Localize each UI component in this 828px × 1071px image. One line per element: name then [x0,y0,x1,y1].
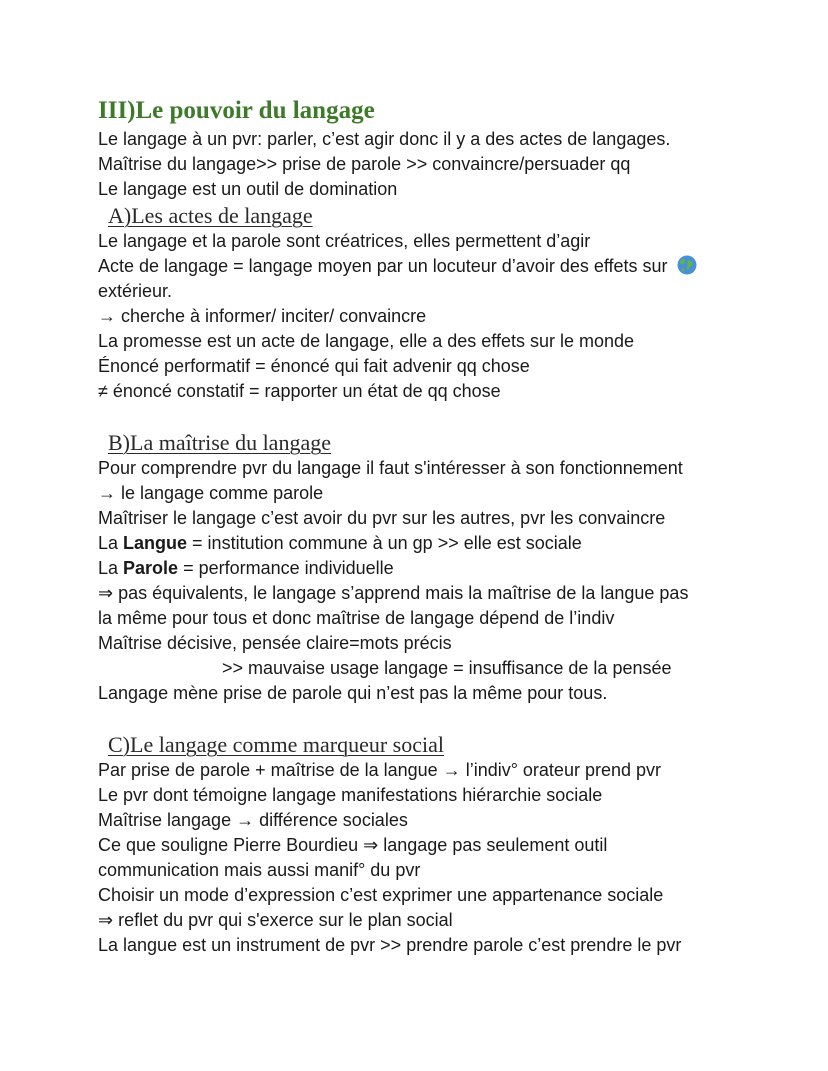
section-c-line-5: communication mais aussi manif° du pvr [98,860,421,880]
section-a-line-4: → cherche à informer/ inciter/ convaincre [98,306,427,326]
section-c-line-2: Le pvr dont témoigne langage manifestations hiérarchie sociale [98,785,603,805]
section-a-line-7: ≠ énoncé constatif = rapporter un état de qq chose [98,381,501,401]
section-b-line-2: → le langage comme parole [98,483,324,503]
section-a-line-3: extérieur. [98,281,173,301]
section-b-line-9: >> mauvaise usage langage = insuffisance de la pensée [222,658,672,678]
spacer [98,706,798,731]
section-b-line-1: Pour comprendre pvr du langage il faut s'intéresser à son fonctionnement [98,458,683,478]
page-title: III)Le pouvoir du langage [98,97,375,124]
section-a-line-5: La promesse est un acte de langage, elle a des effets sur le monde [98,331,635,351]
section-b-line-6: ⇒ pas équivalents, le langage s’apprend mais la maîtrise de la langue pas [98,583,689,603]
section-c-line-7: ⇒ reflet du pvr qui s'exerce sur le plan social [98,910,453,930]
document-page [98,94,798,958]
intro-line-1: Le langage à un pvr: parler, c’est agir donc il y a des actes de langages. [98,129,671,149]
section-b-parole-line [98,556,798,581]
parole-term: Parole [123,558,179,578]
section-c-line-3: Maîtrise langage → différence sociales [98,810,408,830]
langue-term: Langue [123,533,188,553]
section-c-heading: C)Le langage comme marqueur social [108,732,444,757]
spacer [98,404,798,429]
section-b-heading: B)La maîtrise du langage [108,430,331,455]
parole-prefix: La [98,558,124,578]
section-c-line-1: Par prise de parole + maîtrise de la langue → l’indiv° orateur prend pvr [98,760,661,780]
globe-icon [677,255,697,275]
section-b-line-10: Langage mène prise de parole qui n’est pas la même pour tous. [98,683,608,703]
section-c-line-8: La langue est un instrument de pvr >> prendre parole c’est prendre le pvr [98,935,682,955]
parole-definition: = performance individuelle [178,558,394,578]
section-a-line-6: Énoncé performatif = énoncé qui fait advenir qq chose [98,356,530,376]
section-c-line-4: Ce que souligne Pierre Bourdieu ⇒ langage pas seulement outil [98,835,608,855]
langue-prefix: La [98,533,124,553]
section-b-line-3: Maîtriser le langage c’est avoir du pvr sur les autres, pvr les convaincre [98,508,666,528]
intro-line-2: Maîtrise du langage>> prise de parole >> convaincre/persuader qq [98,154,631,174]
langue-definition: = institution commune à un gp >> elle est sociale [187,533,582,553]
section-c-line-6: Choisir un mode d’expression c’est exprimer une appartenance sociale [98,885,664,905]
section-a-heading: A)Les actes de langage [108,203,313,228]
section-b-line-7: la même pour tous et donc maîtrise de langage dépend de l’indiv [98,608,615,628]
section-a-line-2-text: Acte de langage = langage moyen par un locuteur d’avoir des effets sur [98,256,668,276]
intro-line-3: Le langage est un outil de domination [98,179,398,199]
section-b-line-8: Maîtrise décisive, pensée claire=mots précis [98,633,452,653]
section-a-line-1: Le langage et la parole sont créatrices, elles permettent d’agir [98,231,591,251]
section-a-line-2 [98,254,798,279]
section-b-langue-line [98,531,798,556]
